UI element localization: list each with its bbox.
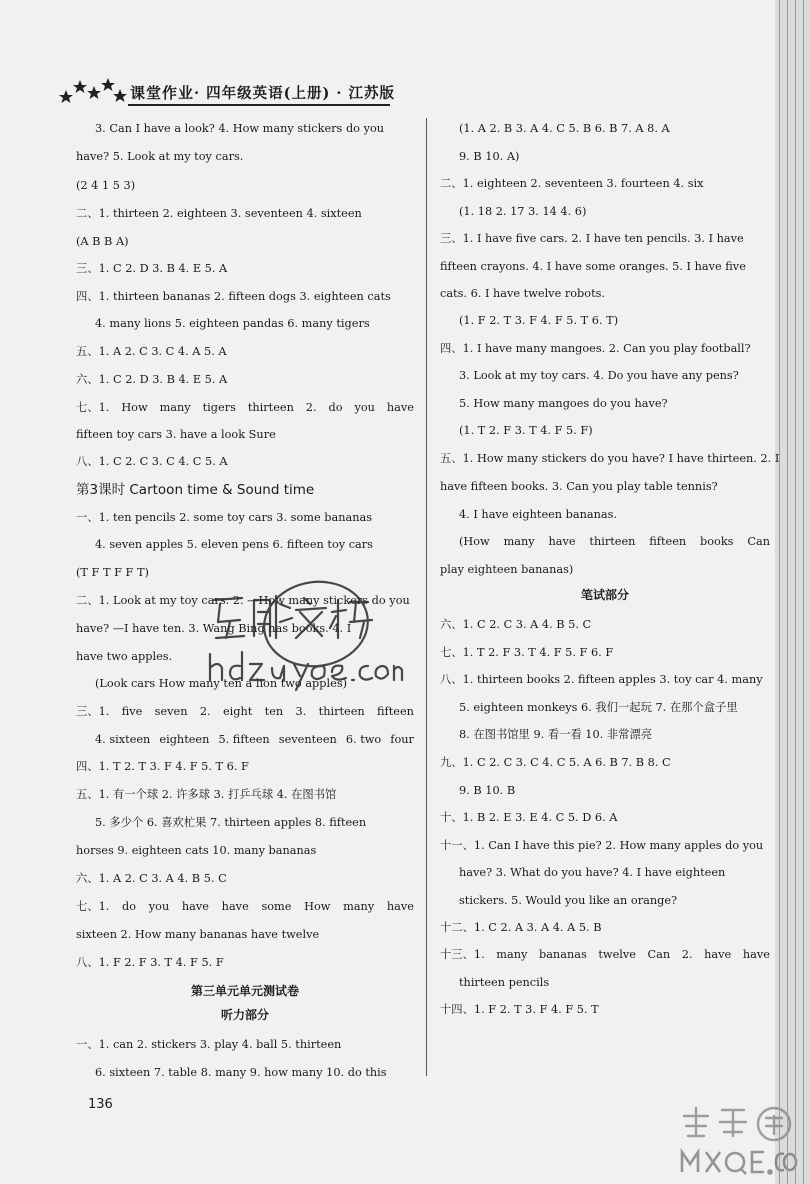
answer-line: 9. B 10. A)	[459, 150, 520, 163]
answer-line: fifteen crayons. 4. I have some oranges. 5. I have five	[440, 260, 746, 273]
answer-line: 八、1. F 2. F 3. T 4. F 5. F	[76, 956, 224, 969]
answer-line: 8. 在图书馆里 9. 看一看 10. 非常漂亮	[459, 728, 653, 741]
lesson-heading: 第3课时 Cartoon time & Sound time	[76, 482, 315, 498]
answer-line: 六、1. C 2. D 3. B 4. E 5. A	[76, 373, 228, 386]
answer-line: (A B B A)	[76, 235, 129, 248]
answer-line: 九、1. C 2. C 3. C 4. C 5. A 6. B 7. B 8. C	[440, 756, 671, 769]
answer-line: 4. I have eighteen bananas.	[459, 508, 618, 521]
answer-line: thirteen pencils	[459, 976, 550, 989]
section-heading: 听力部分	[220, 1008, 269, 1022]
answer-line: (2 4 1 5 3)	[76, 179, 136, 192]
page-header	[58, 76, 393, 106]
answer-line: 5. 多少个 6. 喜欢杧果 7. thirteen apples 8. fifteen	[95, 816, 367, 829]
answer-line: 3. Can I have a look? 4. How many stickers do you	[95, 122, 385, 135]
answer-line: 三、1. I have five cars. 2. I have ten pencils. 3. I have	[440, 232, 744, 245]
page-number: 136	[88, 1097, 113, 1112]
answer-line: 二、1. eighteen 2. seventeen 3. fourteen 4. six	[440, 177, 704, 190]
answer-line: fifteen toy cars 3. have a look Sure	[76, 428, 276, 441]
answer-line: (1. A 2. B 3. A 4. C 5. B 6. B 7. A 8. A	[459, 122, 670, 135]
answer-line: 三、1. C 2. D 3. B 4. E 5. A	[76, 262, 228, 275]
header-underline	[128, 104, 390, 106]
answer-line: (How many have thirteen fifteen books Can	[459, 535, 770, 548]
handwritten-watermark	[196, 578, 406, 696]
answer-line: 二、1. thirteen 2. eighteen 3. seventeen 4. sixteen	[76, 207, 362, 220]
answer-line: 9. B 10. B	[459, 784, 516, 797]
answer-line: 十三、1. many bananas twelve Can 2. have have	[440, 948, 770, 961]
answer-line: have? 5. Look at my toy cars.	[76, 150, 244, 163]
page-edge	[795, 0, 796, 1184]
answer-line: 五、1. How many stickers do you have? I have thirteen. 2. I	[440, 452, 780, 465]
answer-line: cats. 6. I have twelve robots.	[440, 287, 606, 300]
answer-line: 5. How many mangoes do you have?	[459, 397, 668, 410]
answer-line: (1. F 2. T 3. F 4. F 5. T 6. T)	[459, 314, 619, 327]
answer-line: have fifteen books. 3. Can you play table tennis?	[440, 480, 718, 493]
answer-line: 3. Look at my toy cars. 4. Do you have any pens?	[459, 369, 739, 382]
answer-line: 四、1. thirteen bananas 2. fifteen dogs 3. eighteen cats	[76, 290, 391, 303]
page-edge	[779, 0, 780, 1184]
stars-decoration-icon	[58, 76, 128, 104]
header-title-sub: · 四年级英语(上册) · 江苏版	[194, 85, 395, 102]
answer-line: 4. many lions 5. eighteen pandas 6. many tigers	[95, 317, 370, 330]
answer-line: 八、1. C 2. C 3. C 4. C 5. A	[76, 455, 228, 468]
answer-line: horses 9. eighteen cats 10. many bananas	[76, 844, 317, 857]
answer-line: (1. 18 2. 17 3. 14 4. 6)	[459, 205, 587, 218]
answer-line: 5. eighteen monkeys 6. 我们一起玩 7. 在那个盒子里	[459, 701, 738, 714]
answer-line: 二、1. Look at my toy cars. 2. —How many stickers do you	[76, 594, 410, 607]
answer-line: 4. sixteen eighteen 5. fifteen seventeen 6. two four	[95, 733, 414, 746]
answer-line: 十一、1. Can I have this pie? 2. How many apples do you	[440, 839, 764, 852]
answer-line: 十四、1. F 2. T 3. F 4. F 5. T	[440, 1003, 599, 1016]
answer-line: 四、1. I have many mangoes. 2. Can you play football?	[440, 342, 751, 355]
header-title	[130, 82, 395, 103]
page-edge	[803, 0, 804, 1184]
answer-site-logo	[678, 1104, 800, 1180]
section-heading: 第三单元单元测试卷	[190, 984, 299, 998]
answer-line: sixteen 2. How many bananas have twelve	[76, 928, 320, 941]
answer-line: 四、1. T 2. T 3. F 4. F 5. T 6. F	[76, 760, 249, 773]
answer-line: 6. sixteen 7. table 8. many 9. how many 10. do this	[95, 1066, 387, 1079]
section-heading: 笔试部分	[580, 588, 629, 602]
answer-line: 七、1. T 2. F 3. T 4. F 5. F 6. F	[440, 646, 614, 659]
answer-line: 五、1. 有一个球 2. 许多球 3. 打乒乓球 4. 在图书馆	[76, 788, 337, 801]
answer-line: 六、1. A 2. C 3. A 4. B 5. C	[76, 872, 227, 885]
answer-line: play eighteen bananas)	[440, 563, 574, 576]
answer-line: (1. T 2. F 3. T 4. F 5. F)	[459, 424, 593, 437]
answer-line: 五、1. A 2. C 3. C 4. A 5. A	[76, 345, 227, 358]
answer-line: 4. seven apples 5. eleven pens 6. fifteen toy cars	[95, 538, 373, 551]
answer-line: (Look cars How many ten a lion two apples)	[95, 677, 348, 690]
answer-line: 八、1. thirteen books 2. fifteen apples 3. toy car 4. many	[440, 673, 763, 686]
answer-line: 六、1. C 2. C 3. A 4. B 5. C	[440, 618, 592, 631]
answer-line: 七、1. do you have have some How many have	[76, 900, 414, 913]
answer-line: stickers. 5. Would you like an orange?	[459, 894, 678, 907]
answer-line: have? 3. What do you have? 4. I have eighteen	[459, 866, 726, 879]
page-edge	[787, 0, 788, 1184]
answer-line: 七、1. How many tigers thirteen 2. do you have	[76, 401, 414, 414]
header-title-main: 课堂作业	[130, 84, 195, 102]
answer-line: 一、1. ten pencils 2. some toy cars 3. some bananas	[76, 511, 373, 524]
answer-line: (T F T F F T)	[76, 566, 149, 579]
answer-line: 三、1. five seven 2. eight ten 3. thirteen fifteen	[76, 705, 414, 718]
answer-line: 一、1. can 2. stickers 3. play 4. ball 5. thirteen	[76, 1038, 342, 1051]
answer-line: have two apples.	[76, 650, 173, 663]
answer-line: 十、1. B 2. E 3. E 4. C 5. D 6. A	[440, 811, 618, 824]
answer-line: 十二、1. C 2. A 3. A 4. A 5. B	[440, 921, 602, 934]
answer-line: have? —I have ten. 3. Wang Bing has books. 4. I	[76, 622, 352, 635]
column-divider	[426, 118, 427, 1076]
